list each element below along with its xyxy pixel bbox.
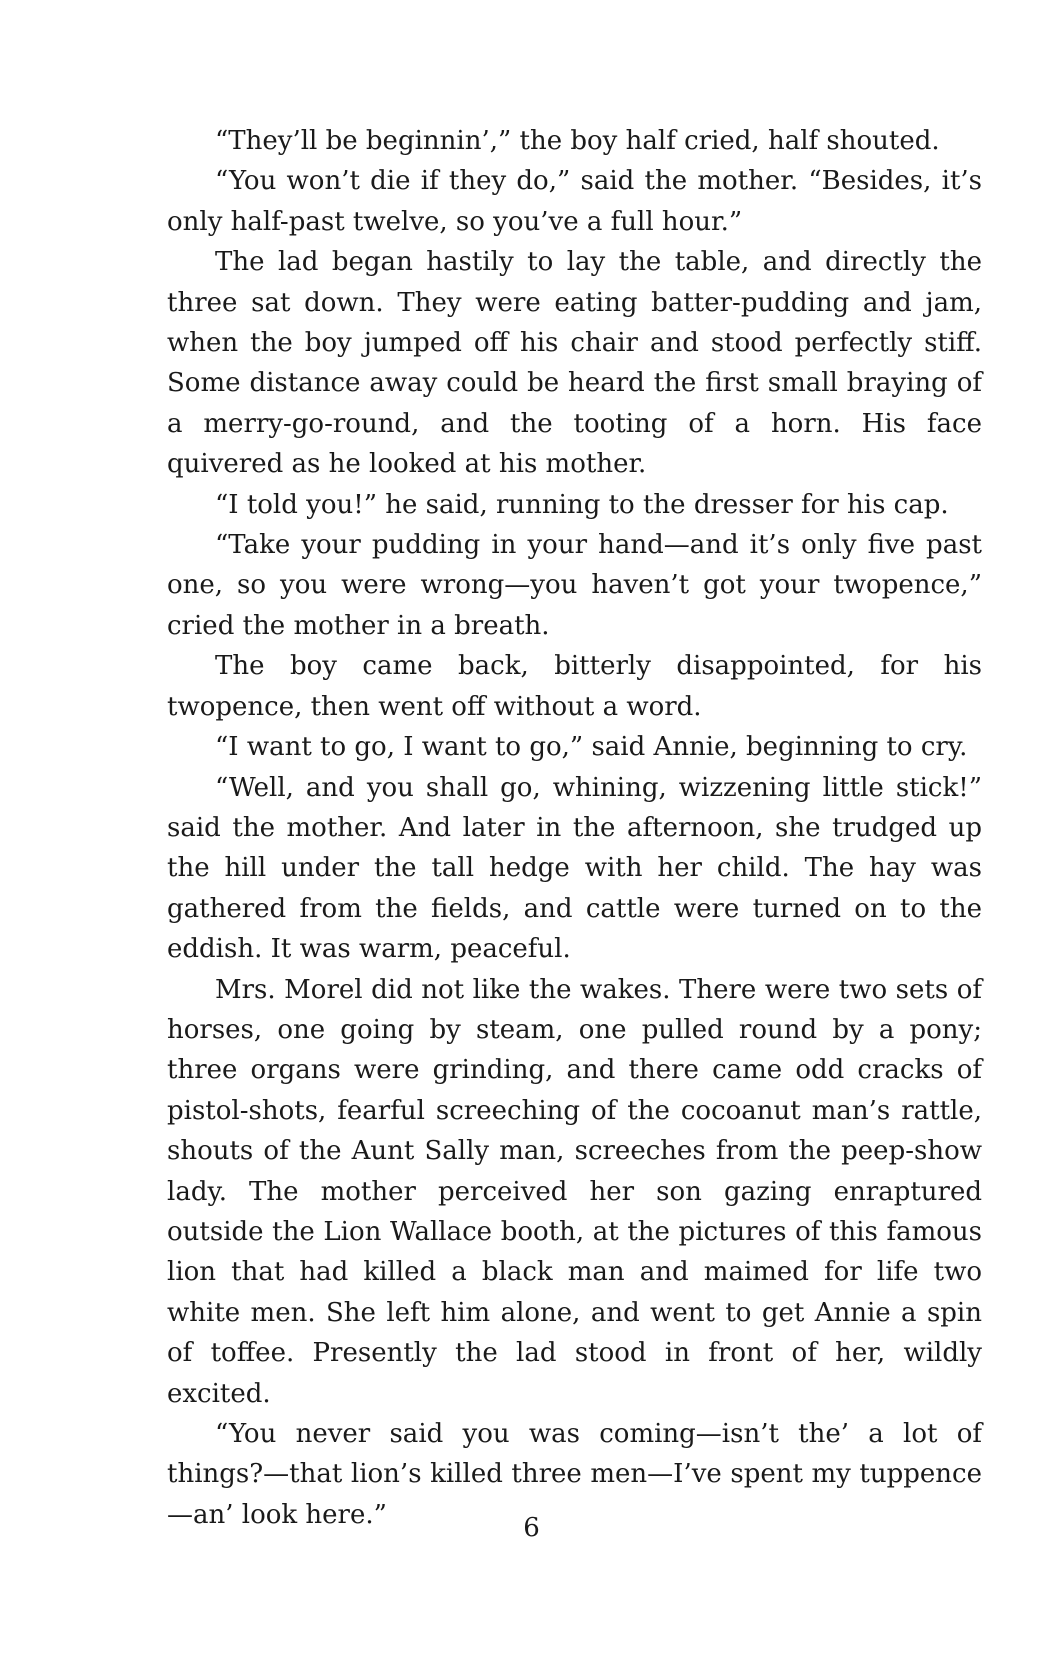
paragraph: Mrs. Morel did not like the wakes. There were two sets of horses, one going by steam, one pulled round by a pony; three organs were grinding, and there came odd cracks of pistol-shots, fearful screeching of the cocoanut man’s rattle, shouts of the Aunt Sally man, screeches from the peep-show lady. The mother perceived her son gazing enraptured outside the Lion Wallace booth, at the pictures of this famous lion that had killed a black man and maimed for life two white men. She left him alone, and went to get Annie a spin of toffee. Presently the lad stood in front of her, wildly excited. — [167, 974, 982, 1409]
paragraph: “They’ll be beginnin’,” the boy half cried, half shouted. — [215, 126, 940, 156]
paragraph: “I told you!” he said, running to the dresser for his cap. — [215, 489, 949, 520]
paragraph: “I want to go, I want to go,” said Annie, beginning to cry. — [215, 732, 968, 763]
paragraph: “Take your pudding in your hand—and it’s only five past one, so you were wrong—you haven’t got your twopence,” cried the mother in a breath. — [167, 530, 982, 641]
page-number: 6 — [523, 1513, 540, 1543]
paragraph: The lad began hastily to lay the table, and directly the three sat down. They were eating batter-pudding and jam, when the boy jumped off his chair and stood perfectly stiff. Some distance away could be heard the first small braying of a merry-go-round, and the tooting of a horn. His face quivered as he looked at his mother. — [167, 247, 982, 480]
paragraph: “You won’t die if they do,” said the mother. “Besides, it’s only half-past twelve, so you’ve a full hour.” — [167, 166, 982, 237]
paragraph: “You never said you was coming—isn’t the’ a lot of things?—that lion’s killed three men—I’ve spent my tuppence—an’ look here.” — [167, 1419, 982, 1530]
paragraph: The boy came back, bitterly disappointed, for his twopence, then went off without a word. — [167, 651, 982, 722]
paragraph: “Well, and you shall go, whining, wizzening little stick!” said the mother. And later in the afternoon, she trudged up the hill under the tall hedge with her child. The hay was gathered from the fields, and cattle were turned on to the eddish. It was warm, peaceful. — [167, 772, 982, 965]
body-text — [167, 121, 982, 1535]
